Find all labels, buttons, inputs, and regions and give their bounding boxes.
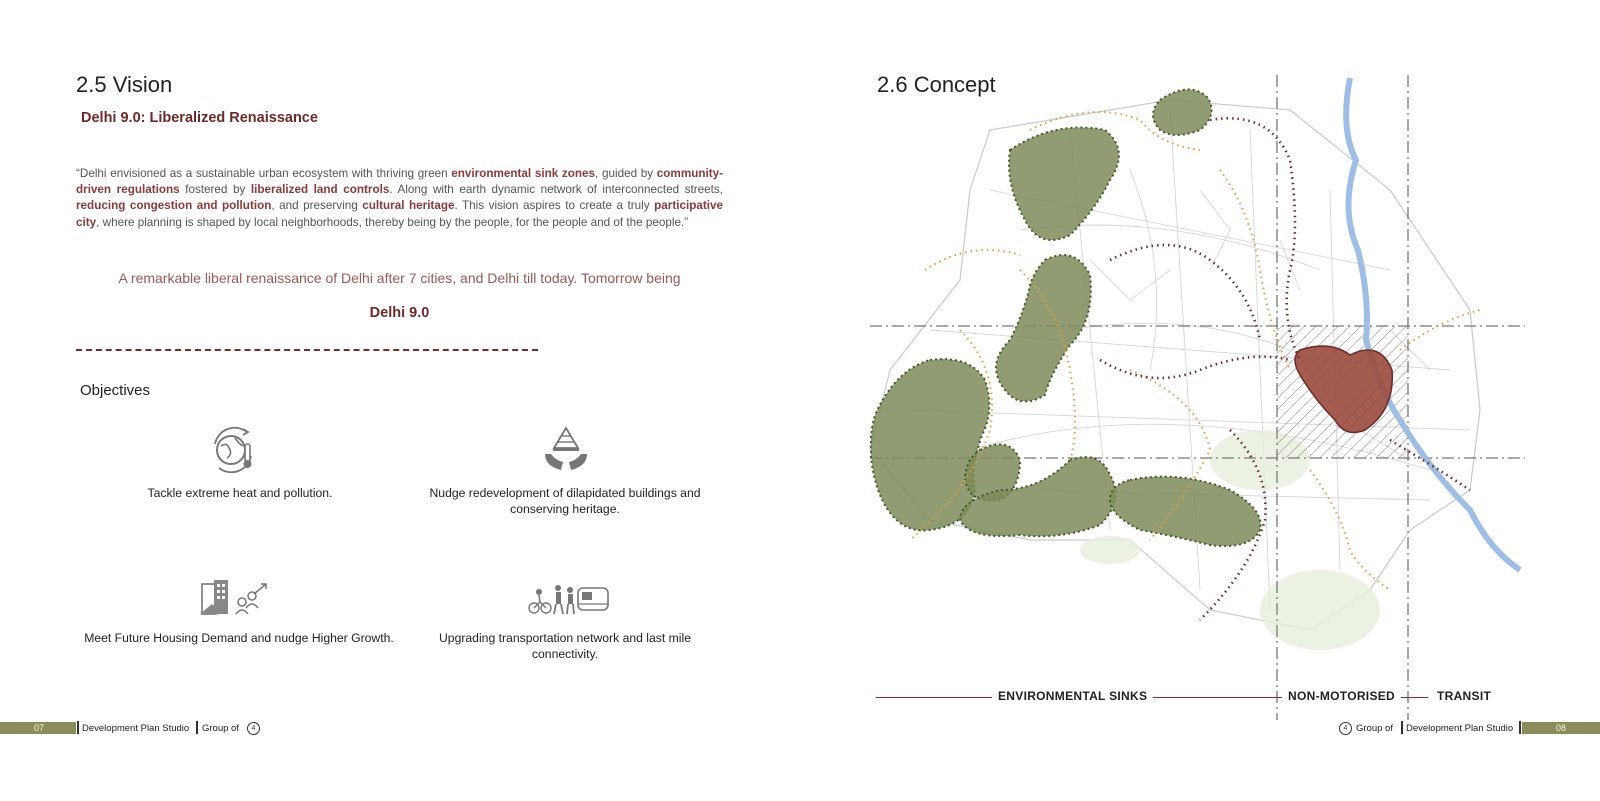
legend-transit: TRANSIT	[1431, 689, 1497, 703]
footer-group: Group of	[1356, 723, 1393, 734]
section-divider	[76, 349, 538, 351]
group-number-badge: 4	[247, 722, 260, 735]
vision-paragraph: “Delhi envisioned as a sustainable urban ecosystem with thriving green environmental sink zones, guided by community-driven regulations fostered by liberalized land controls. Along with earth dynamic network of interconnected streets, reducing congestion and pollution, and preserving cultural heritage. This vision aspires to create a truly participative city, where planning is shaped by local neighborhoods, thereby being by the people, for the people and of the people.”	[76, 167, 724, 229]
page-number: 07	[34, 723, 45, 733]
concept-heading: 2.6 Concept	[877, 72, 996, 97]
vision-tagline: A remarkable liberal renaissance of Delhi after 7 cities, and Delhi till today. Tomorrow being	[118, 270, 681, 286]
legend-environmental-sinks: ENVIRONMENTAL SINKS	[992, 689, 1153, 703]
objectives-title: Objectives	[80, 382, 151, 399]
footer-divider	[1519, 721, 1521, 734]
objective-text: Tackle extreme heat and pollution.	[147, 486, 333, 500]
concept-map	[870, 70, 1530, 730]
page-number: 08	[1556, 723, 1567, 733]
footer-divider	[77, 721, 79, 734]
legend-non-motorised: NON-MOTORISED	[1282, 689, 1401, 703]
environmental-sinks	[871, 89, 1261, 546]
housing-growth-icon	[198, 578, 270, 616]
footer-divider	[196, 721, 198, 734]
vision-subtitle: Delhi 9.0: Liberalized Renaissance	[81, 110, 318, 126]
river	[1346, 78, 1520, 570]
footer-studio: Development Plan Studio	[1406, 723, 1514, 734]
group-number-badge: 4	[1339, 722, 1352, 735]
earth-thermometer-icon	[207, 424, 259, 476]
footer-studio: Development Plan Studio	[82, 723, 190, 734]
objective-text: Upgrading transportation network and last mile connectivity.	[438, 631, 691, 661]
footer-divider	[1401, 721, 1403, 734]
transport-icon	[528, 582, 610, 616]
objective-text: Meet Future Housing Demand and nudge Higher Growth.	[84, 631, 394, 645]
heritage-hands-icon	[541, 424, 591, 474]
objective-text: Nudge redevelopment of dilapidated buildings and conserving heritage.	[429, 486, 701, 516]
vision-tagline-strong: Delhi 9.0	[369, 305, 430, 321]
footer-group: Group of	[202, 723, 239, 734]
vision-heading: 2.5 Vision	[76, 72, 173, 97]
